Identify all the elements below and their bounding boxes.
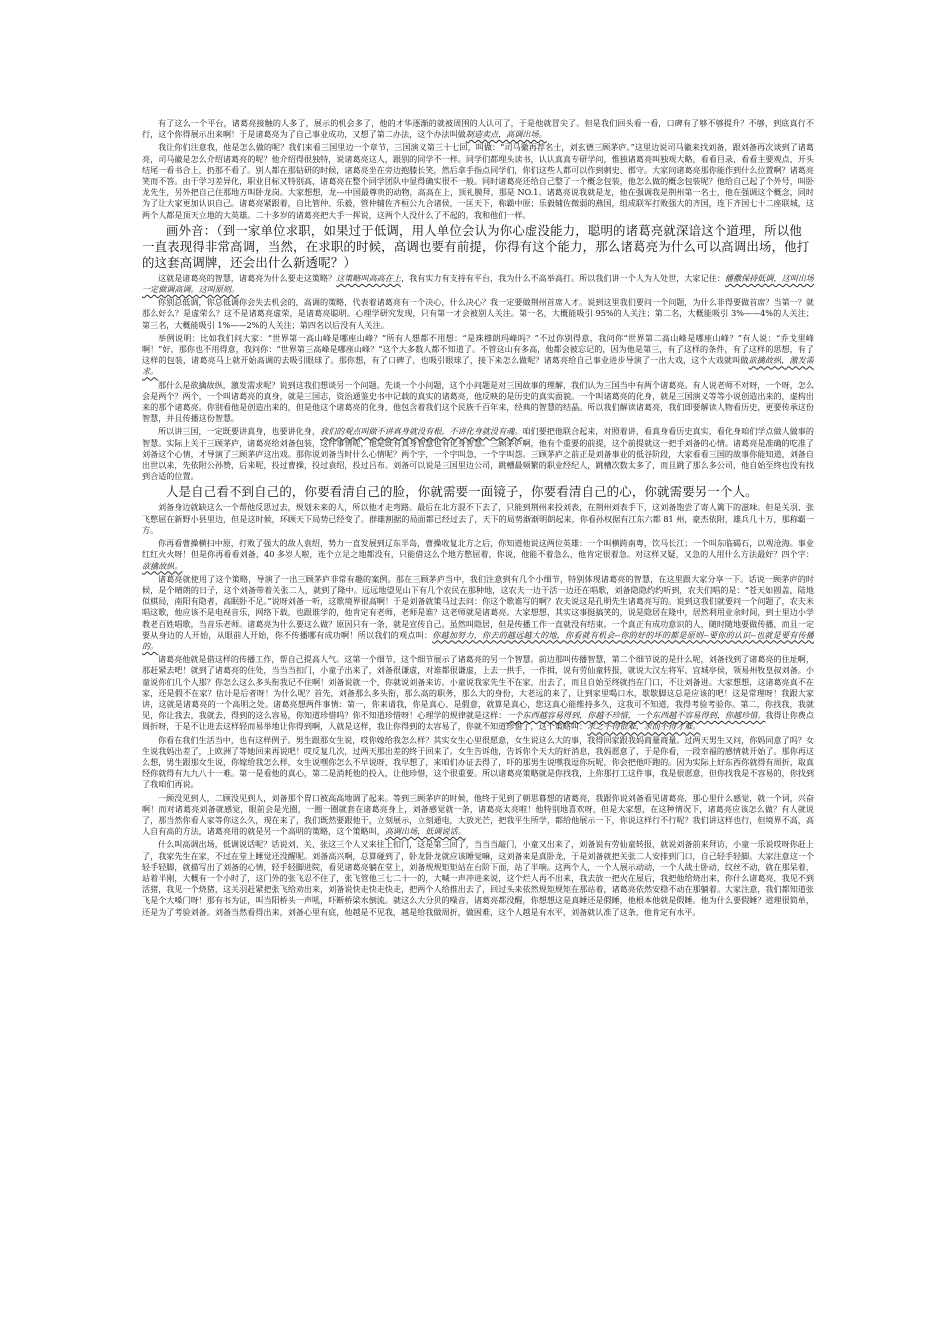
- paragraph-text: 有了这么一个平台，诸葛亮接触的人多了，展示的机会多了，他的才华逐渐的就被周围的人认可了，于是他就冒尖了。但是我们回头看一看，口碑有了够不够提升？不够，到底真行不行，这个你得展示出来啊！于是诸葛亮为了自己事业成功，又想了第二办法，这个办法叫做: [142, 118, 814, 140]
- emphasis-phrase: 这策略叫高高在上: [336, 272, 401, 283]
- paragraph-text: 这就是诸葛亮的智慧，诸葛亮为什么要走这策略？: [158, 272, 337, 283]
- emphasis-phrase: 求之不得很难，求而不得才难。: [587, 721, 701, 732]
- emphasis-phrase: 制造卖点，高调出场。: [465, 129, 547, 140]
- emphasis-phrase: 播撒保持低调，这叫出场一定做调高调。这叫原则。: [142, 272, 814, 295]
- body-paragraph: [142, 118, 814, 140]
- body-paragraph: [142, 574, 814, 652]
- paragraph-text: 咱们要把他联合起来，对照着讲，看真身看历史真实，看化身咱们学点做人做事的智慧。实际上关于三顾茅庐，诸葛亮给刘备包装，这件事情呢，他是既有真身智慧也有化身智慧。三顾茅庐啊，他有个重要的前提，这个前提就这一把手刘备的心情。诸葛亮是准确的吃准了刘备这个心情，才导演了三顾茅庐这出戏。那你说刘备当时什么心情呢？两个字，一个字叫急，一个字叫怨。三顾茅庐之前正是刘备事业的低谷阶段，大家看看三国的故事你能知道，刘备自出世以来，先依附公孙赞，后来呢，投过曹操，投过袁绍，投过吕布。刘备可以说是三国里边公司，跳槽最频繁的职业经纪人，跳槽次数太多了，而且跳了那么多公司，他自始至终也没有找到合适的位置。: [142, 426, 814, 482]
- body-paragraph: [142, 273, 814, 295]
- emphasis-phrase: 我们的观点叫做不讲真身就没有根，不讲化身就没有魂。: [319, 426, 523, 437]
- paragraph-text: 人是自己看不到自己的，你要看清自己的脸，你就需要一面镜子，你要看清自己的心，你就需要另一个人。: [166, 484, 758, 500]
- voiceover-paragraph: [142, 484, 814, 500]
- paragraph-text: 什么叫高调出场，低调说话呢？话说刘、关、张这三个人又来往上扣门，这是第三回了，当当当敲门，小童又出来了，刘备说有劳仙童转报，就说刘备前来拜访，小童一乐说哎呀你赶上了，我家先生在家，不过在堂上睡觉还没醒呢。刘备高兴啊，总算碰到了，卧龙卧龙就应该睡觉嘛，这刘备来是真卧龙，于是刘备就把关张二人安排到门口，自己轻手轻脚。大家注意这一个轻手轻脚，就描写出了刘备的心情，轻手轻脚进院，看见诸葛亮躺在堂上，刘备规规矩矩站在台阶下面，站了半响。这两个人，一个人展示动动，一个人战士卧动，纹丝不动，就在那呆着，站着半刚，大概有一个小时了，这门外的张飞忍不住了，张飞管他三七二十一的，大喊一声冲进来说，这个烂人再不出来，我去放一把火在屋后，我把他给烧出来，你什么诸葛亮，我见不到活猪，我见一个烧猪，这关羽赶紧把张飞给劝出来，刘备说快走快走快走，把两个人给推出去了，回过头来依然规矩规矩在那站着，诸葛亮依然安稳不动在那躺着。大家注意，我们都知道张飞是个大嗓门呀！那有书为证，叫当阳桥头一声吼，吓断桥梁水倒流。就这么大分贝的噪音，诸葛亮都没醒，你想想这是真睡还是假睡，他根本他就是假睡。他为什么要假睡？道理很简单，还是为了考验刘备。刘备当然看得出来，刘备心里有底，他越是不见我，越是给我做周折，做困难，这个人越是有水平，刘备就认准了这条，他肯定有水平。: [142, 839, 814, 917]
- body-paragraph: [142, 426, 814, 482]
- body-paragraph: [142, 654, 814, 732]
- emphasis-phrase: 欲擒故纵。: [142, 560, 183, 571]
- paragraph-text: 刘备身边就缺这么一个帮他反思过去，规划未来的人，所以他才走弯路。最后在北方混不下去了，只能到荆州来投刘表，在荆州刘表手下，这刘备饱尝了寄人篱下的滋味。但是关羽、张飞憋屈在新野小县里边，但是这时候，环顾天下局势已经变了。群雄割据的局面都已经过去了，天下的局势渐渐明朗起来，你看孙权据有江东六都 81 州，豪杰依附，雄兵几十万，那称霸一方。: [142, 502, 814, 535]
- paragraph-text: ，我有实力有支持有平台，我为什么不高举高打。所以我们讲一个人为人处世，大家记住：: [400, 272, 725, 283]
- body-paragraph: [142, 502, 814, 536]
- paragraph-text: 诸葛亮他就是借这样的传播工作，帮自己提高人气。这第一个细节，这个细节展示了诸葛亮的另一个智慧。前边那叫传播智慧，第二个细节说的是什么呢，刘备找到了诸葛亮的住址啊，那赶紧去吧！就到了诸葛亮的住处，当当当扣门，小童子出来了，刘备很谦虚，对谁都很谦虚，上去一拱手，一作揖，说有劳仙童转报，就说大汉左将军、宜城亭侯，领易州牧皇叔刘备。小童说你们几个人那？你怎么这么多头衔我记不住啊！刘备说就一个，你就说刘备来访。小童说我家先生不在家，出去了，而且自始至终就挡在门口，不让刘备进。大家想想，这诸葛亮真不在家，还是假不在家？估计是后者呀！为什么呢？首先，刘备那么多头衔，那么高的职务，那么大的身份，大老远的来了，让到家里喝口水，歇歇脚这总是应该的吧！这是常理呀！我跟大家讲，这就是诸葛亮的一个高明之处。诸葛亮想两件事情：第一，你来请我，你是真心、是假意，就算是真心，您这真心能维持多久，这我可不知道，我得考验考验你。第二，你找我，我就见，你让我去，我就去，得到的这么容易，你知道珍惜吗？你不知道珍惜呀！心理学的规律就是这样：: [142, 654, 814, 721]
- paragraph-text: 你再看曹操横扫中原，打败了强大的敌人袁绍，势力一直发展到辽东半岛，曹操收复北方之后，你知道他说这两位英雄：一个叫横跨南粤，饮马长江；一个叫东临碣石，以观沧海。事业红红火火呀！但是你再看看刘备，40 多岁人啦，连个立足之地都没有，只能借这么个地方憋屈着，你说，他能不着急么，他肯定很着急。对这样又疑，又急的人用什么方法最好？四个字：: [142, 538, 814, 560]
- paragraph-text: 画外音：（到一家单位求职，如果过于低调，用人单位会认为你心虚没能力，聪明的诸葛亮就深谙这个道理，所以他一直表现得非常高调，当然，在求职的时候，高调也要有前提，你得有这个能力，那么诸葛亮为什么可以高调出场，他打的这套高调牌，还会出什么新透呢？）: [142, 222, 810, 270]
- paragraph-text: 我得让你费点周折呀，于是不让进去这样轻而易举地让你得到啊，人就是这样，我让你得到的太容易了，你就不知道珍惜了，这个策略叫：: [142, 710, 814, 732]
- document-page: [142, 118, 814, 1238]
- paragraph-text: 一顾没见到人，二顾没见到人，刘备那个胃口被高高地调了起来。等到三顾茅庐的时候，他终于见到了朝思暮想的诸葛亮，我跟你说刘备看见诸葛亮，那心里什么感觉，就一个词，兴奋啊！而对诸葛亮刘备就感觉，眼前会是光圈，一圈一圈就套在诸葛亮身上，刘备感觉就一条，诸葛亮太亮啦！他特别地喜欢呀，但是大家想，在这种情况下，诸葛亮应该怎么做？有人就说了，那当然你看人家等你这么久，现在来了，我们既然要跟他干，立刻展示，立刻通电，大放光芒，把我平生所学，都给他展示一下，你说这样行不行呢？我们讲这样也行，但境界不高，高人自有高的方法，诸葛亮用的就是另一个高明的策略，这个策略叫，: [142, 792, 814, 837]
- body-paragraph: [142, 297, 814, 331]
- paragraph-text: 所以讲三国，一定既要讲真身，也要讲化身，: [158, 426, 320, 437]
- voiceover-paragraph: [142, 223, 814, 271]
- body-paragraph: [142, 538, 814, 572]
- emphasis-phrase: 高调出场，低调说话。: [384, 826, 466, 837]
- paragraph-text: 我让你们注意我，他是怎么做的呢？我们来看三国里边一个章节，三国演义第三十七回，叫做：“司马徽再荐名士，刘玄德三顾茅庐。”这里边说司马徽来找刘备，跟刘备再次谈到了诸葛亮，司马徽是怎么介绍诸葛亮的呢？他介绍得很独特，说诸葛亮这人，跟别的同学不一样。同学们都埋头读书，认认真真专研学问，惟独诸葛亮叫独观大略，看看目录，看看主要观点，开头结尾一看书合上，扔那不看了。别人都在那钻研的时候，诸葛亮坐在旁边抱膝长笑，然后拿手指点同学们，你们这些人都可以作到刺史、郡守。大家问诸葛亮那你能作到什么位置啊？诸葛亮笑而不答。由于学习差异化，职业目标又特别高，诸葛亮在整个同学团队中显得确实很不一般。同时诸葛亮还给自己整了一个概念包装，他怎么做的概念包装呢？他给自己起了个外号，叫卧龙先生，另外把自己住那地方叫卧龙岗。大家想想，龙---中国最尊贵的动物，高高在上，顶礼膜拜，那是 NO.1。诸葛亮说我就是龙，他在强调我是荆州第一名士，他在强调这个概念，同时为了让大家更加认识自己。诸葛亮紧跟着，自比管仲、乐毅，管仲辅佐齐桓公九合诸侯，一匡天下，称霸中原；乐毅辅佐微弱的燕国，组成联军打败强大的齐国，连下齐国七十二座联城，这两个人都是顶天立地的大英雄。二十多岁的诸葛亮把大手一挥说，这两个人没什么了不起的，我和他们一样。: [142, 142, 814, 220]
- paragraph-text: 举例说明：比如我们问大家：“世界第一高山峰是哪座山峰？”所有人想都不用想：“是珠穆朗玛峰吗？”不过你别得意，我问你“世界第二高山峰是哪座山峰？”有人说：“乔戈里峰啊！”好，那你也不用得意，我问你：“世界第三高峰是哪座山峰？”这个大多数人都不知道了。不管这山有多高，他都会被忘记的，因为他是第三，有了这样的条件，有了这样的思想，有了这样的包装，诸葛亮马上就开始高调的去吸引眼球了。那你想，有了口碑了，也吸引眼球了，接下来怎么做呢？诸葛亮给自己事业进步导演了一出大戏，这个大戏就叫做: [142, 332, 814, 366]
- body-paragraph: [142, 333, 814, 378]
- paragraph-text: 诸葛亮就使用了这个策略，导演了一出三顾茅庐非常有趣的案例。那在三顾茅庐当中，我们注意到有几个小细节，特别体现诸葛亮的智慧，在这里跟大家分享一下。话说一顾茅庐的时候，是个晴朗的日子，这个刘备带着关张二人，就到了隆中。远远地望见山下有几个农民在那种地，这农夫一边干活一边还在唱歌，刘备隐隐约约听到，农夫们唱的是：“苍天如圆盖，陆地似棋局，南阳有隐者，高眠卧不足。”说呀刘备一听，这歌境界很高啊！于是刘备就策马过去问：你这个歌谁写的啊？农夫说这是孔明先生诸葛亮写的。说到这我们就要问一个问题了，农夫米唱这歌，他应该不是电视音乐，网络下载，也跟谁学的，他肯定有老师，老师是谁？这老师就是诸葛亮。大家想想，其实这事挺搞笑的，说是隐居在隆中，居然利用业余时间，到士里边小学教老百姓唱歌，当音乐老师。诸葛亮为什么要这么做？原因只有一条，就是宣传自己。虽然叫隐居，但是传播工作一直就没有结束。一个真正有成功意识的人，随时随地要做传播，而且一定要从身边的人开始，从眼前人开始，你不传播哪有成功啊！所以我们的观点叫：: [142, 573, 814, 640]
- body-paragraph: [142, 839, 814, 917]
- paragraph-text: 那什么是欲擒故纵，激发需求呢？说到这我们想谈另一个问题。先谈一个小问题，这个小问题是对三国故事的理解，我们认为三国当中有两个诸葛亮。有人说老师不对呀，一个呀，怎么会是两个？两个，一个叫诸葛亮的真身，就是三国志，资治通鉴史书中记载的真实的诸葛亮，他反映的是历史的真实面貌。一个叫诸葛亮的化身，就是三国演义等等小说创造出来的，虚构出来的那个诸葛亮。你别看他是创造出来的，但是他这个诸葛亮的化身，他包含着我们这个民族千百年来，经典的智慧的结晶。所以我们解读诸葛亮，我们即要解读人物看历史，更要传承这份智慧，并且传播这份智慧。: [142, 379, 814, 424]
- body-paragraph: [142, 380, 814, 425]
- paragraph-text: 你看在我们生活当中，也有这样例子。男生跟那女生说，哎你嫁给我怎么样？其实女生心里很愿意，女生说这么大的事，我得回家跟我妈商量商量。过两天男生又问，你妈同意了吗？女生说我妈出差了，上欧洲了等她回来再说吧！哎反复几次，过两天那出差的终于回来了。女生告诉他，告诉你个天大的好消息，我妈愿意了，于是你看，一段幸福的感情就开始了。那你再这么想，男生跟那女生说，你嫁给我怎么样，女生说嘿你怎么不早说呀，我早想了，来咱们办证去得了，吓的那男生说嘿我逗你玩呢，你会把他吓跑的。因为实际上好东西你就得有周折，取真经你就得有九九八十一难。第一是看他的真心，第二是消耗他的投入，让他珍惜，这个很重要。所以诸葛亮策略就是你找我，上你那打工这件事，我是很愿意，但你找我是不容易的，你找到了我咱们再说。: [142, 734, 814, 790]
- paragraph-text: 你别总低调，你总低调你会失去机会的，高调的策略，代表着诸葛亮有一个决心，什么决心？我一定要做荆州首席人才。说到这里我们要问一个问题，为什么非得要做首席？当第一？就那么好么？是虚荣么？这不是诸葛亮虚荣，是诸葛亮聪明。心理学研究发现，只有第一才会被别人关注。第一名，大概能吸引 95%的人关注；第二名，大概能吸引 3%——4%的人关注；第三名，大概能吸引 1%——2%的人关注；第四名以后没有人关注。: [142, 297, 814, 330]
- emphasis-phrase: 欲擒故纵，激发需求。: [142, 355, 814, 377]
- body-paragraph: [142, 793, 814, 838]
- body-paragraph: [142, 142, 814, 220]
- emphasis-phrase: 你越加努力，你去的越远越大的地，你看就有机会--你的好的坏的都是原则--要你的认识--也就是要有传播的。: [142, 629, 814, 651]
- body-paragraph: [142, 735, 814, 791]
- emphasis-phrase: 一个东西越容易得到，你越不珍惜，一个东西越不容易得到，你越珍惜。: [506, 710, 766, 721]
